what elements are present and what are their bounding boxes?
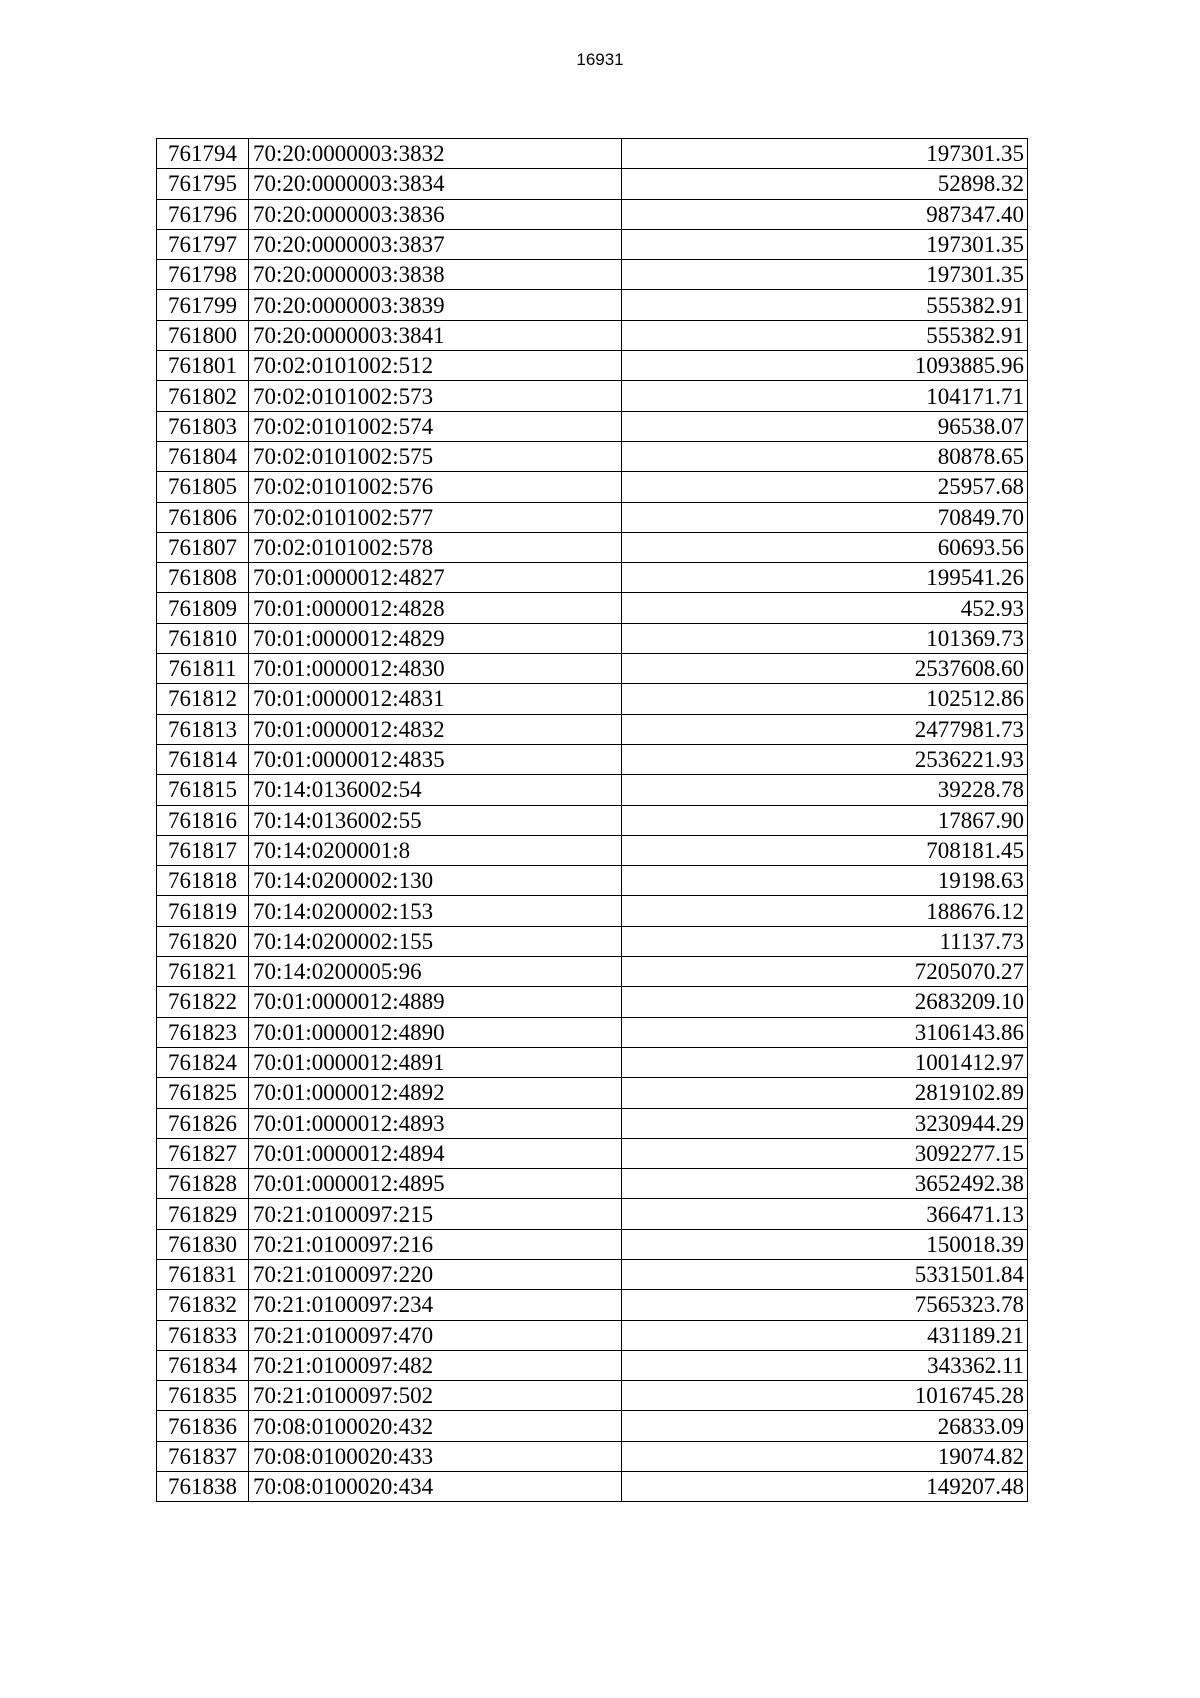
cadastral-number-cell: 70:20:0000003:3837 <box>249 229 622 259</box>
table-row <box>157 684 1028 714</box>
cadastral-number-cell: 70:14:0200002:155 <box>249 926 622 956</box>
row-id-cell: 761805 <box>157 472 249 502</box>
table-row <box>157 532 1028 562</box>
row-id-cell: 761830 <box>157 1229 249 1259</box>
table-row <box>157 1078 1028 1108</box>
row-id-cell: 761799 <box>157 290 249 320</box>
cadastral-number-cell: 70:02:0101002:576 <box>249 472 622 502</box>
row-id-cell: 761795 <box>157 169 249 199</box>
cadastral-value-cell: 19198.63 <box>622 866 1028 896</box>
table-row <box>157 1199 1028 1229</box>
cadastral-value-cell: 3106143.86 <box>622 1017 1028 1047</box>
table-body <box>157 139 1028 1502</box>
table-row <box>157 1229 1028 1259</box>
row-id-cell: 761812 <box>157 684 249 714</box>
cadastral-number-cell: 70:20:0000003:3841 <box>249 320 622 350</box>
cadastral-value-cell: 1016745.28 <box>622 1381 1028 1411</box>
row-id-cell: 761822 <box>157 987 249 1017</box>
cadastral-value-cell: 431189.21 <box>622 1320 1028 1350</box>
row-id-cell: 761836 <box>157 1411 249 1441</box>
row-id-cell: 761800 <box>157 320 249 350</box>
row-id-cell: 761837 <box>157 1441 249 1471</box>
table-row <box>157 1138 1028 1168</box>
table-row <box>157 866 1028 896</box>
cadastral-value-cell: 2536221.93 <box>622 744 1028 774</box>
cadastral-number-cell: 70:01:0000012:4889 <box>249 987 622 1017</box>
cadastral-value-cell: 149207.48 <box>622 1472 1028 1502</box>
table-row <box>157 835 1028 865</box>
row-id-cell: 761819 <box>157 896 249 926</box>
table-row <box>157 1441 1028 1471</box>
row-id-cell: 761820 <box>157 926 249 956</box>
cadastral-value-cell: 3230944.29 <box>622 1108 1028 1138</box>
row-id-cell: 761816 <box>157 805 249 835</box>
cadastral-number-cell: 70:14:0200005:96 <box>249 957 622 987</box>
cadastral-number-cell: 70:02:0101002:577 <box>249 502 622 532</box>
row-id-cell: 761831 <box>157 1259 249 1289</box>
cadastral-number-cell: 70:01:0000012:4895 <box>249 1169 622 1199</box>
cadastral-value-cell: 19074.82 <box>622 1441 1028 1471</box>
row-id-cell: 761821 <box>157 957 249 987</box>
row-id-cell: 761810 <box>157 623 249 653</box>
row-id-cell: 761827 <box>157 1138 249 1168</box>
cadastral-number-cell: 70:14:0200002:130 <box>249 866 622 896</box>
cadastral-value-cell: 555382.91 <box>622 290 1028 320</box>
table-row <box>157 1169 1028 1199</box>
row-id-cell: 761813 <box>157 714 249 744</box>
cadastral-number-cell: 70:20:0000003:3832 <box>249 139 622 169</box>
cadastral-number-cell: 70:01:0000012:4830 <box>249 654 622 684</box>
table-row <box>157 169 1028 199</box>
table-row <box>157 1290 1028 1320</box>
row-id-cell: 761796 <box>157 199 249 229</box>
cadastral-value-cell: 366471.13 <box>622 1199 1028 1229</box>
cadastral-number-cell: 70:01:0000012:4827 <box>249 563 622 593</box>
cadastral-value-cell: 343362.11 <box>622 1350 1028 1380</box>
cadastral-number-cell: 70:21:0100097:215 <box>249 1199 622 1229</box>
row-id-cell: 761815 <box>157 775 249 805</box>
table-row <box>157 290 1028 320</box>
table-row <box>157 260 1028 290</box>
row-id-cell: 761803 <box>157 411 249 441</box>
table-row <box>157 1411 1028 1441</box>
row-id-cell: 761835 <box>157 1381 249 1411</box>
cadastral-number-cell: 70:02:0101002:574 <box>249 411 622 441</box>
table-row <box>157 987 1028 1017</box>
cadastral-value-cell: 17867.90 <box>622 805 1028 835</box>
cadastral-number-cell: 70:08:0100020:432 <box>249 1411 622 1441</box>
table-row <box>157 896 1028 926</box>
row-id-cell: 761808 <box>157 563 249 593</box>
cadastral-number-cell: 70:02:0101002:578 <box>249 532 622 562</box>
cadastral-value-cell: 11137.73 <box>622 926 1028 956</box>
row-id-cell: 761794 <box>157 139 249 169</box>
table-row <box>157 441 1028 471</box>
cadastral-value-cell: 555382.91 <box>622 320 1028 350</box>
table-row <box>157 1017 1028 1047</box>
table-row <box>157 351 1028 381</box>
cadastral-number-cell: 70:01:0000012:4828 <box>249 593 622 623</box>
cadastral-value-cell: 197301.35 <box>622 139 1028 169</box>
cadastral-value-cell: 39228.78 <box>622 775 1028 805</box>
cadastral-value-cell: 197301.35 <box>622 229 1028 259</box>
table-row <box>157 1472 1028 1502</box>
cadastral-value-cell: 3092277.15 <box>622 1138 1028 1168</box>
page-number: 16931 <box>576 50 624 69</box>
table-row <box>157 1259 1028 1289</box>
cadastral-value-cell: 52898.32 <box>622 169 1028 199</box>
table-row <box>157 1381 1028 1411</box>
cadastral-value-cell: 25957.68 <box>622 472 1028 502</box>
table-row <box>157 1320 1028 1350</box>
cadastral-number-cell: 70:14:0136002:55 <box>249 805 622 835</box>
cadastral-number-cell: 70:21:0100097:216 <box>249 1229 622 1259</box>
table-row <box>157 623 1028 653</box>
cadastral-value-cell: 70849.70 <box>622 502 1028 532</box>
row-id-cell: 761828 <box>157 1169 249 1199</box>
table-row <box>157 744 1028 774</box>
table-row <box>157 472 1028 502</box>
cadastral-value-cell: 3652492.38 <box>622 1169 1028 1199</box>
table-row <box>157 957 1028 987</box>
table-row <box>157 1350 1028 1380</box>
row-id-cell: 761829 <box>157 1199 249 1229</box>
cadastral-number-cell: 70:21:0100097:470 <box>249 1320 622 1350</box>
row-id-cell: 761802 <box>157 381 249 411</box>
table-row <box>157 1108 1028 1138</box>
cadastral-number-cell: 70:20:0000003:3838 <box>249 260 622 290</box>
table-row <box>157 1047 1028 1077</box>
cadastral-number-cell: 70:01:0000012:4893 <box>249 1108 622 1138</box>
cadastral-number-cell: 70:21:0100097:220 <box>249 1259 622 1289</box>
table-row <box>157 229 1028 259</box>
row-id-cell: 761833 <box>157 1320 249 1350</box>
cadastral-number-cell: 70:14:0200001:8 <box>249 835 622 865</box>
row-id-cell: 761798 <box>157 260 249 290</box>
cadastral-value-cell: 96538.07 <box>622 411 1028 441</box>
cadastral-number-cell: 70:20:0000003:3836 <box>249 199 622 229</box>
cadastral-value-cell: 987347.40 <box>622 199 1028 229</box>
row-id-cell: 761832 <box>157 1290 249 1320</box>
cadastral-value-cell: 102512.86 <box>622 684 1028 714</box>
cadastral-value-table <box>156 138 1028 1502</box>
cadastral-value-cell: 60693.56 <box>622 532 1028 562</box>
cadastral-value-cell: 80878.65 <box>622 441 1028 471</box>
cadastral-value-cell: 150018.39 <box>622 1229 1028 1259</box>
row-id-cell: 761834 <box>157 1350 249 1380</box>
cadastral-number-cell: 70:14:0136002:54 <box>249 775 622 805</box>
cadastral-number-cell: 70:01:0000012:4894 <box>249 1138 622 1168</box>
row-id-cell: 761807 <box>157 532 249 562</box>
cadastral-number-cell: 70:01:0000012:4831 <box>249 684 622 714</box>
row-id-cell: 761811 <box>157 654 249 684</box>
table-row <box>157 381 1028 411</box>
row-id-cell: 761804 <box>157 441 249 471</box>
cadastral-number-cell: 70:20:0000003:3839 <box>249 290 622 320</box>
table-row <box>157 654 1028 684</box>
cadastral-value-cell: 452.93 <box>622 593 1028 623</box>
cadastral-number-cell: 70:01:0000012:4891 <box>249 1047 622 1077</box>
row-id-cell: 761809 <box>157 593 249 623</box>
cadastral-number-cell: 70:02:0101002:512 <box>249 351 622 381</box>
row-id-cell: 761818 <box>157 866 249 896</box>
cadastral-value-cell: 1093885.96 <box>622 351 1028 381</box>
cadastral-value-cell: 5331501.84 <box>622 1259 1028 1289</box>
cadastral-number-cell: 70:02:0101002:575 <box>249 441 622 471</box>
cadastral-number-cell: 70:01:0000012:4829 <box>249 623 622 653</box>
row-id-cell: 761801 <box>157 351 249 381</box>
cadastral-number-cell: 70:01:0000012:4835 <box>249 744 622 774</box>
cadastral-value-cell: 2477981.73 <box>622 714 1028 744</box>
cadastral-value-cell: 199541.26 <box>622 563 1028 593</box>
table-row <box>157 320 1028 350</box>
cadastral-value-cell: 2819102.89 <box>622 1078 1028 1108</box>
table-row <box>157 805 1028 835</box>
table-row <box>157 502 1028 532</box>
table-row <box>157 593 1028 623</box>
cadastral-number-cell: 70:01:0000012:4890 <box>249 1017 622 1047</box>
table-row <box>157 714 1028 744</box>
table-row <box>157 926 1028 956</box>
cadastral-value-cell: 708181.45 <box>622 835 1028 865</box>
cadastral-number-cell: 70:20:0000003:3834 <box>249 169 622 199</box>
cadastral-value-cell: 2537608.60 <box>622 654 1028 684</box>
cadastral-value-cell: 2683209.10 <box>622 987 1028 1017</box>
row-id-cell: 761814 <box>157 744 249 774</box>
table-row <box>157 775 1028 805</box>
row-id-cell: 761824 <box>157 1047 249 1077</box>
cadastral-value-cell: 104171.71 <box>622 381 1028 411</box>
cadastral-number-cell: 70:14:0200002:153 <box>249 896 622 926</box>
row-id-cell: 761823 <box>157 1017 249 1047</box>
cadastral-value-cell: 197301.35 <box>622 260 1028 290</box>
table-row <box>157 199 1028 229</box>
table-row <box>157 563 1028 593</box>
row-id-cell: 761817 <box>157 835 249 865</box>
table-row <box>157 411 1028 441</box>
cadastral-value-cell: 101369.73 <box>622 623 1028 653</box>
cadastral-number-cell: 70:21:0100097:482 <box>249 1350 622 1380</box>
row-id-cell: 761797 <box>157 229 249 259</box>
cadastral-number-cell: 70:21:0100097:234 <box>249 1290 622 1320</box>
row-id-cell: 761838 <box>157 1472 249 1502</box>
row-id-cell: 761825 <box>157 1078 249 1108</box>
cadastral-value-cell: 7205070.27 <box>622 957 1028 987</box>
cadastral-number-cell: 70:08:0100020:434 <box>249 1472 622 1502</box>
cadastral-value-cell: 26833.09 <box>622 1411 1028 1441</box>
cadastral-number-cell: 70:01:0000012:4832 <box>249 714 622 744</box>
row-id-cell: 761806 <box>157 502 249 532</box>
cadastral-value-cell: 7565323.78 <box>622 1290 1028 1320</box>
table-row <box>157 139 1028 169</box>
cadastral-value-cell: 188676.12 <box>622 896 1028 926</box>
cadastral-number-cell: 70:02:0101002:573 <box>249 381 622 411</box>
cadastral-number-cell: 70:01:0000012:4892 <box>249 1078 622 1108</box>
cadastral-number-cell: 70:08:0100020:433 <box>249 1441 622 1471</box>
cadastral-value-cell: 1001412.97 <box>622 1047 1028 1077</box>
row-id-cell: 761826 <box>157 1108 249 1138</box>
cadastral-number-cell: 70:21:0100097:502 <box>249 1381 622 1411</box>
